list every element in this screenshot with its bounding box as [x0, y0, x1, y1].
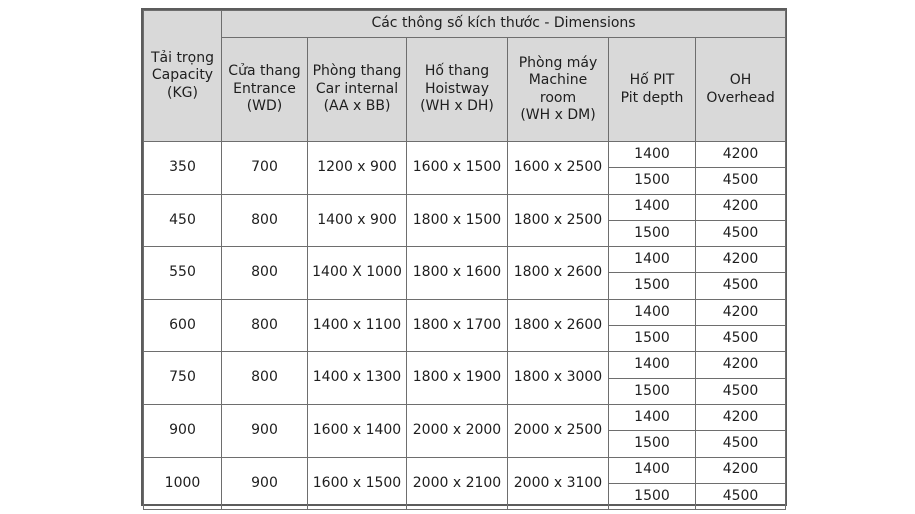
- cell-machine-room: 1800 x 2500: [508, 194, 609, 247]
- cell-entrance: 800: [222, 299, 308, 352]
- cell-pit-depth: 1400: [609, 194, 696, 220]
- header-overhead: OH Overhead: [696, 38, 786, 142]
- cell-capacity: 750: [144, 352, 222, 405]
- cell-hoistway: 1800 x 1500: [407, 194, 508, 247]
- cell-capacity: 900: [144, 404, 222, 457]
- cell-machine-room: 1800 x 3000: [508, 352, 609, 405]
- table-header: [144, 11, 786, 142]
- cell-pit-depth: 1500: [609, 220, 696, 246]
- cell-car-internal: 1400 x 1300: [308, 352, 407, 405]
- header-car-internal: Phòng thang Car internal (AA x BB): [308, 38, 407, 142]
- table-body: [144, 142, 786, 510]
- cell-capacity: 550: [144, 247, 222, 300]
- header-pit-depth: Hố PIT Pit depth: [609, 38, 696, 142]
- cell-pit-depth: 1500: [609, 168, 696, 194]
- cell-overhead: 4500: [696, 431, 786, 457]
- cell-entrance: 900: [222, 404, 308, 457]
- table-row: [144, 247, 786, 273]
- cell-pit-depth: 1500: [609, 273, 696, 299]
- cell-overhead: 4500: [696, 168, 786, 194]
- cell-pit-depth: 1400: [609, 404, 696, 430]
- cell-pit-depth: 1500: [609, 483, 696, 509]
- cell-entrance: 900: [222, 457, 308, 510]
- table-row: [144, 352, 786, 378]
- cell-car-internal: 1400 x 1100: [308, 299, 407, 352]
- header-dimensions-group: Các thông số kích thước - Dimensions: [222, 11, 786, 38]
- header-entrance: Cửa thang Entrance (WD): [222, 38, 308, 142]
- cell-overhead: 4500: [696, 326, 786, 352]
- cell-machine-room: 1800 x 2600: [508, 299, 609, 352]
- dimensions-table: [143, 10, 786, 510]
- cell-overhead: 4200: [696, 299, 786, 325]
- cell-entrance: 800: [222, 247, 308, 300]
- cell-capacity: 350: [144, 142, 222, 195]
- cell-overhead: 4500: [696, 483, 786, 509]
- cell-pit-depth: 1500: [609, 431, 696, 457]
- cell-overhead: 4200: [696, 352, 786, 378]
- table-row: [144, 194, 786, 220]
- dimensions-table-frame: [141, 8, 787, 506]
- cell-car-internal: 1600 x 1500: [308, 457, 407, 510]
- cell-hoistway: 1800 x 1900: [407, 352, 508, 405]
- cell-overhead: 4200: [696, 404, 786, 430]
- cell-capacity: 450: [144, 194, 222, 247]
- cell-overhead: 4500: [696, 220, 786, 246]
- table-row: [144, 457, 786, 483]
- cell-overhead: 4500: [696, 273, 786, 299]
- cell-pit-depth: 1400: [609, 247, 696, 273]
- cell-car-internal: 1600 x 1400: [308, 404, 407, 457]
- cell-machine-room: 2000 x 2500: [508, 404, 609, 457]
- cell-overhead: 4500: [696, 378, 786, 404]
- cell-entrance: 800: [222, 194, 308, 247]
- cell-pit-depth: 1400: [609, 299, 696, 325]
- cell-pit-depth: 1400: [609, 352, 696, 378]
- cell-car-internal: 1400 x 900: [308, 194, 407, 247]
- cell-capacity: 1000: [144, 457, 222, 510]
- header-hoistway: Hố thang Hoistway (WH x DH): [407, 38, 508, 142]
- cell-hoistway: 2000 x 2100: [407, 457, 508, 510]
- cell-machine-room: 1800 x 2600: [508, 247, 609, 300]
- cell-pit-depth: 1400: [609, 457, 696, 483]
- header-machine-room: Phòng máy Machine room (WH x DM): [508, 38, 609, 142]
- cell-machine-room: 2000 x 3100: [508, 457, 609, 510]
- cell-hoistway: 1600 x 1500: [407, 142, 508, 195]
- cell-pit-depth: 1500: [609, 326, 696, 352]
- cell-car-internal: 1200 x 900: [308, 142, 407, 195]
- cell-overhead: 4200: [696, 142, 786, 168]
- cell-hoistway: 1800 x 1600: [407, 247, 508, 300]
- table-row: [144, 404, 786, 430]
- cell-machine-room: 1600 x 2500: [508, 142, 609, 195]
- cell-overhead: 4200: [696, 457, 786, 483]
- cell-entrance: 800: [222, 352, 308, 405]
- table-row: [144, 299, 786, 325]
- cell-hoistway: 2000 x 2000: [407, 404, 508, 457]
- header-capacity: Tải trọng Capacity (KG): [144, 11, 222, 142]
- cell-overhead: 4200: [696, 247, 786, 273]
- cell-hoistway: 1800 x 1700: [407, 299, 508, 352]
- cell-overhead: 4200: [696, 194, 786, 220]
- cell-entrance: 700: [222, 142, 308, 195]
- table-row: [144, 142, 786, 168]
- cell-pit-depth: 1500: [609, 378, 696, 404]
- cell-pit-depth: 1400: [609, 142, 696, 168]
- cell-car-internal: 1400 X 1000: [308, 247, 407, 300]
- cell-capacity: 600: [144, 299, 222, 352]
